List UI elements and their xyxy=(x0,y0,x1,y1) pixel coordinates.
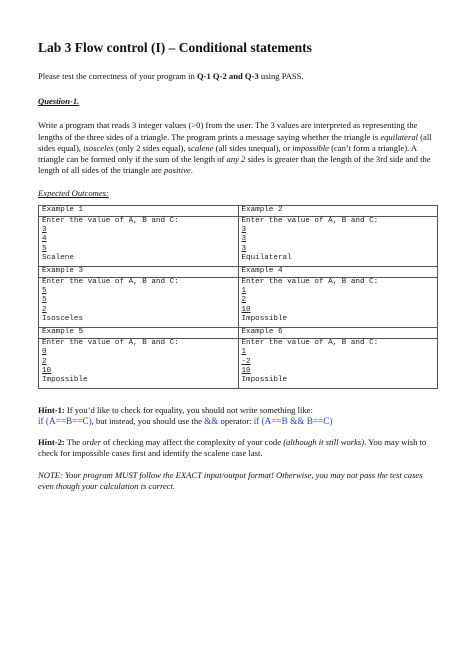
example-2-label: Example 2 xyxy=(238,205,438,216)
example-input: 3 xyxy=(241,235,247,244)
example-input: 3 xyxy=(241,226,247,235)
example-input: 10 xyxy=(42,366,52,375)
hint-1-label: Hint-1: xyxy=(38,404,65,415)
example-prompt: Enter the value of A, B and C: xyxy=(42,338,179,347)
example-result: Scalene xyxy=(42,254,74,263)
expected-outcomes-heading: Expected Outcomes: xyxy=(38,188,109,199)
example-result: Equilateral xyxy=(241,254,292,263)
hint-2-label: Hint-2: xyxy=(38,437,65,448)
example-4-body xyxy=(238,277,438,327)
example-result: Isosceles xyxy=(42,315,84,324)
task-text-7: . xyxy=(190,165,193,176)
example-input: 1 xyxy=(241,348,247,357)
hint-2-mid: of checking may affect the complexity of your code xyxy=(101,437,284,448)
example-result: Impossible xyxy=(241,376,288,385)
example-input: 0 xyxy=(42,348,47,357)
intro-questions: Q-1 Q-2 and Q-3 xyxy=(196,71,259,81)
example-prompt: Enter the value of A, B and C: xyxy=(241,216,379,225)
question-heading: Question-1. xyxy=(38,96,80,107)
hint-1-body: If you’d like to check for equality, you should not write something like: xyxy=(64,404,313,415)
example-input: -2 xyxy=(241,357,251,366)
page-title: Lab 3 Flow control (I) – Conditional statements xyxy=(38,40,312,55)
term-positive: positive xyxy=(164,165,191,176)
term-equilateral: equilateral xyxy=(380,131,419,142)
example-input: 5 xyxy=(42,287,47,296)
example-prompt: Enter the value of A, B and C: xyxy=(241,277,379,286)
example-input: 2 xyxy=(42,357,47,366)
example-2-body xyxy=(238,216,438,266)
example-3-label: Example 3 xyxy=(39,266,239,277)
term-order: order xyxy=(82,437,102,448)
intro-pre: Please test the correctness of your program in xyxy=(38,71,197,81)
example-4-label: Example 4 xyxy=(238,266,438,277)
example-prompt: Enter the value of A, B and C: xyxy=(241,338,379,347)
example-input: 5 xyxy=(42,296,47,305)
examples-table xyxy=(38,205,438,389)
example-result: Impossible xyxy=(241,315,288,324)
hint-2-pre: The xyxy=(64,437,83,448)
example-input: 10 xyxy=(241,366,251,375)
table-row xyxy=(39,277,438,327)
table-row xyxy=(39,205,438,216)
hint-1-text xyxy=(38,405,438,416)
example-input: 5 xyxy=(42,244,47,253)
hint-2-post: . You may wish to check for impossible cases first and identify the scalene case last. xyxy=(38,437,427,459)
task-text-6: sides is greater than the length of the 3rd side and the length of all sides of the triangle are xyxy=(38,154,431,176)
table-row xyxy=(39,338,438,388)
code-bad-example: if (A==B==C) xyxy=(38,415,92,426)
example-5-label: Example 5 xyxy=(39,327,239,338)
intro-paragraph xyxy=(38,71,438,82)
example-input: 1 xyxy=(241,287,247,296)
task-text-3: (only 2 sides equal), xyxy=(113,142,188,153)
example-input: 3 xyxy=(42,226,47,235)
and-operator: && xyxy=(204,415,219,426)
code-good-example: if (A==B && B==C) xyxy=(253,415,333,426)
term-impossible: impossible xyxy=(292,142,329,153)
example-1-body xyxy=(39,216,239,266)
term-isosceles: isosceles xyxy=(83,142,114,153)
example-input: 4 xyxy=(42,235,47,244)
table-row xyxy=(39,216,438,266)
example-prompt: Enter the value of A, B and C: xyxy=(42,216,179,225)
task-text-5: (can’t form a triangle). A triangle can be formed only if the sum of the length of xyxy=(38,142,417,165)
hint-1-mid2: operator: xyxy=(218,415,254,426)
example-5-body xyxy=(39,338,239,388)
example-result: Impossible xyxy=(42,376,88,385)
example-1-label: Example 1 xyxy=(39,205,239,216)
example-6-body xyxy=(238,338,438,388)
hint-2-aside: (although it still works) xyxy=(283,437,365,448)
task-text-2: (all sides equal), xyxy=(38,131,432,153)
hint-1-mid: , but instead, you should use the xyxy=(91,415,205,426)
task-text-4: (all sides unequal), or xyxy=(213,142,293,153)
hint-1-code-line xyxy=(38,416,438,427)
task-text-1: Write a program that reads 3 integer values (>0) from the user. The 3 values are interpreted as representing the lengths of the three sides of a triangle. The program prints a message saying whether the triangle is xyxy=(38,120,418,142)
example-input: 2 xyxy=(241,296,247,305)
example-input: 3 xyxy=(241,244,247,253)
format-note: NOTE: Your program MUST follow the EXACT input/output format! Otherwise, you may not pass the test cases even though your calculation is correct. xyxy=(38,469,423,491)
term-any-2: any 2 xyxy=(226,154,246,165)
intro-post: using PASS. xyxy=(258,71,304,81)
example-input: 2 xyxy=(42,305,47,314)
example-6-label: Example 6 xyxy=(238,327,438,338)
hint-1 xyxy=(38,405,438,427)
example-input: 10 xyxy=(241,305,251,314)
term-scalene: scalene xyxy=(187,142,214,153)
table-row xyxy=(39,327,438,338)
task-description xyxy=(38,120,438,176)
table-row xyxy=(39,266,438,277)
hint-2 xyxy=(38,437,438,459)
example-prompt: Enter the value of A, B and C: xyxy=(42,277,179,286)
example-3-body xyxy=(39,277,239,327)
